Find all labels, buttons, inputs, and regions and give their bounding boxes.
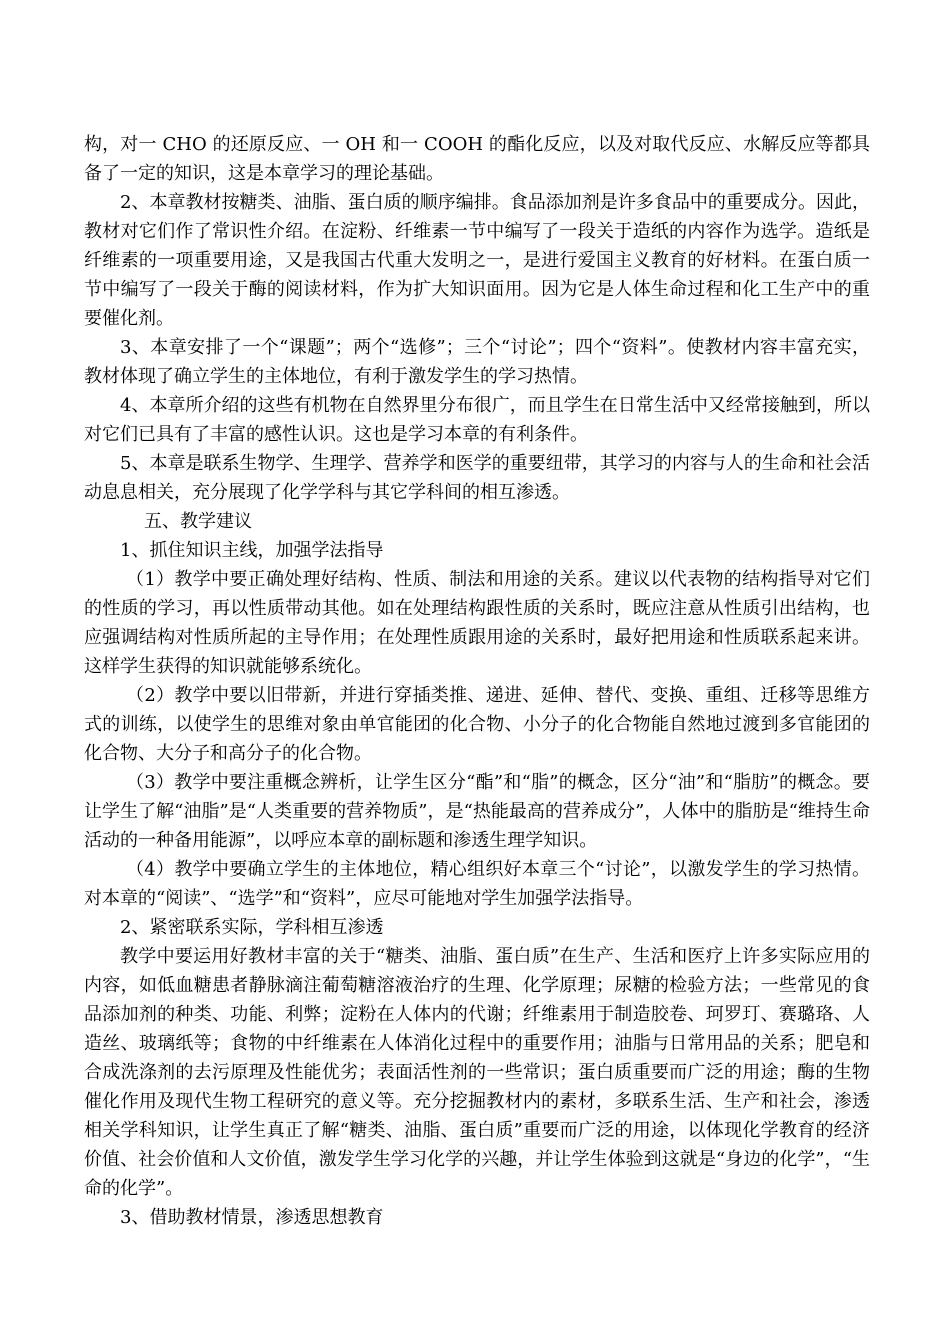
paragraph-item-2: （2）教学中要以旧带新，并进行穿插类推、递进、延伸、替代、变换、重组、迁移等思维方式的训练，以使学生的思维对象由单官能团的化合物、小分子的化合物能自然地过渡到多官能团的化合物、大分子和高分子的化合物。 [84,685,870,764]
paragraph-continuation: 构，对一 CHO 的还原反应、一 OH 和一 COOH 的酯化反应，以及对取代反应、水解反应等都具备了一定的知识，这是本章学习的理论基础。 [84,134,870,184]
paragraph-item-3: （3）教学中要注重概念辨析，让学生区分“酯”和“脂”的概念，区分“油”和“脂肪”的概念。要让学生了解“油脂”是“人类重要的营养物质”，是“热能最高的营养成分”，人体中的脂肪是“维持生命活动的一种备用能源”，以呼应本章的副标题和渗透生理学知识。 [84,772,870,851]
subheading-1: 1、抓住知识主线，加强学法指导 [120,540,384,561]
paragraph-point-4: 4、本章所介绍的这些有机物在自然界里分布很广，而且学生在日常生活中又经常接触到，所以对它们已具有了丰富的感性认识。这也是学习本章的有利条件。 [84,395,870,445]
subheading-2: 2、紧密联系实际，学科相互渗透 [120,917,384,938]
paragraph-practice: 教学中要运用好教材丰富的关于“糖类、油脂、蛋白质”在生产、生活和医疗上许多实际应用的内容，如低血糖患者静脉滴注葡萄糖溶液治疗的生理、化学原理；尿糖的检验方法；一些常见的食品添加剂的种类、功能、利弊；淀粉在人体内的代谢；纤维素用于制造胶卷、珂罗玎、赛璐珞、人造丝、玻璃纸等；食物的中纤维素在人体消化过程中的重要作用；油脂与日常用品的关系；肥皂和合成洗涤剂的去污原理及性能优劣；表面活性剂的一些常识；蛋白质重要而广泛的用途；酶的生物催化作用及现代生物工程研究的意义等。充分挖掘教材内的素材，多联系生活、生产和社会，渗透相关学科知识，让学生真正了解“糖类、油脂、蛋白质”重要而广泛的用途，以体现化学教育的经济价值、社会价值和人文价值，激发学生学习化学的兴趣，并让学生体验到这就是“身边的化学”，“生命的化学”。 [84,946,870,1199]
paragraph-item-4: （4）教学中要确立学生的主体地位，精心组织好本章三个“讨论”，以激发学生的学习热情。对本章的“阅读”、“选学”和“资料”，应尽可能地对学生加强学法指导。 [84,859,870,909]
paragraph-point-2: 2、本章教材按糖类、油脂、蛋白质的顺序编排。食品添加剂是许多食品中的重要成分。因此，教材对它们作了常识性介绍。在淀粉、纤维素一节中编写了一段关于造纸的内容作为选学。造纸是纤维素的一项重要用途，又是我国古代重大发明之一，是进行爱国主义教育的好材料。在蛋白质一节中编写了一段关于酶的阅读材料，作为扩大知识面用。因为它是人体生命过程和化工生产中的重要催化剂。 [84,192,870,329]
subheading-3: 3、借助教材情景，渗透思想教育 [120,1207,384,1228]
paragraph-point-5: 5、本章是联系生物学、生理学、营养学和医学的重要纽带，其学习的内容与人的生命和社会活动息息相关，充分展现了化学学科与其它学科间的相互渗透。 [84,453,870,503]
paragraph-point-3: 3、本章安排了一个“课题”；两个“选修”；三个“讨论”；四个“资料”。使教材内容丰富充实，教材体现了确立学生的主体地位，有利于激发学生的学习热情。 [84,337,870,387]
section-heading-teaching-suggestions: 五、教学建议 [144,511,252,532]
document-body [84,130,870,1232]
paragraph-item-1: （1）教学中要正确处理好结构、性质、制法和用途的关系。建议以代表物的结构指导对它们的性质的学习，再以性质带动其他。如在处理结构跟性质的关系时，既应注意从性质引出结构，也应强调结构对性质所起的主导作用；在处理性质跟用途的关系时，最好把用途和性质联系起来讲。这样学生获得的知识就能够系统化。 [84,569,870,677]
